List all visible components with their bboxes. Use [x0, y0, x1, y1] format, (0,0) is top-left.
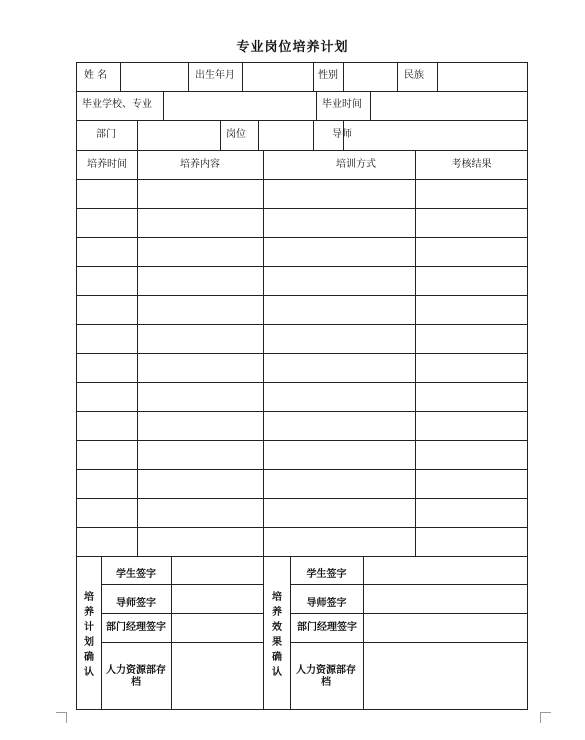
left-mentor-signature: 导师签字	[116, 598, 156, 609]
info-col-divider	[397, 62, 398, 91]
label-graduation-date: 毕业时间	[322, 99, 362, 110]
page-title: 专业岗位培养计划	[236, 40, 349, 55]
info-row-divider	[76, 120, 528, 121]
right-hr-archive: 人力资源部存档	[296, 665, 356, 688]
info-col-divider	[220, 120, 221, 150]
right-manager-signature: 部门经理签字	[297, 622, 357, 633]
label-name: 姓 名	[84, 70, 108, 81]
plan-row-divider	[76, 324, 528, 325]
plan-col-divider	[415, 150, 416, 556]
label-gender: 性别	[318, 70, 338, 81]
info-col-divider	[437, 62, 438, 91]
info-col-divider	[163, 91, 164, 120]
left-hr-archive: 人力资源部存档	[106, 665, 166, 688]
page-corner-mark-left	[56, 712, 67, 723]
col-header-content: 培养内容	[180, 159, 220, 170]
confirm-row-divider	[101, 642, 263, 643]
plan-row-divider	[76, 179, 528, 180]
confirm-col-divider	[171, 556, 172, 710]
right-student-signature: 学生签字	[306, 569, 347, 580]
plan-row-divider	[76, 266, 528, 267]
plan-row-divider	[76, 208, 528, 209]
plan-row-divider	[76, 556, 528, 557]
col-header-result: 考核结果	[451, 159, 492, 170]
info-col-divider	[343, 62, 344, 91]
info-col-divider	[313, 120, 314, 150]
confirm-row-divider	[290, 584, 528, 585]
plan-row-divider	[76, 237, 528, 238]
confirm-row-divider	[101, 584, 263, 585]
confirm-col-divider	[363, 556, 364, 710]
left-student-signature: 学生签字	[116, 569, 156, 580]
plan-confirm-label: 培养计划确认	[84, 592, 94, 678]
plan-row-divider	[76, 527, 528, 528]
effect-confirm-label: 培养效果确认	[272, 592, 282, 678]
confirm-col-divider	[263, 556, 264, 710]
plan-row-divider	[76, 382, 528, 383]
plan-row-divider	[76, 411, 528, 412]
confirm-row-divider	[101, 613, 263, 614]
info-col-divider	[188, 62, 189, 91]
plan-row-divider	[76, 498, 528, 499]
page-corner-mark-right	[540, 712, 551, 723]
col-header-method: 培训方式	[336, 159, 376, 170]
info-row-divider	[76, 150, 528, 151]
plan-row-divider	[76, 440, 528, 441]
right-mentor-signature: 导师签字	[306, 598, 347, 609]
info-col-divider	[242, 62, 243, 91]
info-col-divider	[120, 62, 121, 91]
info-row-divider	[76, 91, 528, 92]
info-col-divider	[316, 91, 317, 120]
col-header-time: 培养时间	[87, 159, 127, 170]
label-department: 部门	[96, 129, 116, 140]
info-col-divider	[370, 91, 371, 120]
info-col-divider	[258, 120, 259, 150]
confirm-row-divider	[290, 642, 528, 643]
info-col-divider	[137, 120, 138, 150]
plan-row-divider	[76, 295, 528, 296]
plan-row-divider	[76, 353, 528, 354]
label-position: 岗位	[226, 129, 246, 140]
label-school-major: 毕业学校、专业	[82, 99, 152, 110]
confirm-row-divider	[290, 613, 528, 614]
plan-col-divider	[263, 150, 264, 556]
label-mentor: 导师	[332, 129, 352, 140]
label-ethnicity: 民族	[404, 70, 424, 81]
label-birth-date: 出生年月	[195, 70, 235, 81]
info-col-divider	[313, 62, 314, 91]
left-manager-signature: 部门经理签字	[106, 622, 166, 633]
plan-row-divider	[76, 469, 528, 470]
plan-col-divider	[137, 150, 138, 556]
